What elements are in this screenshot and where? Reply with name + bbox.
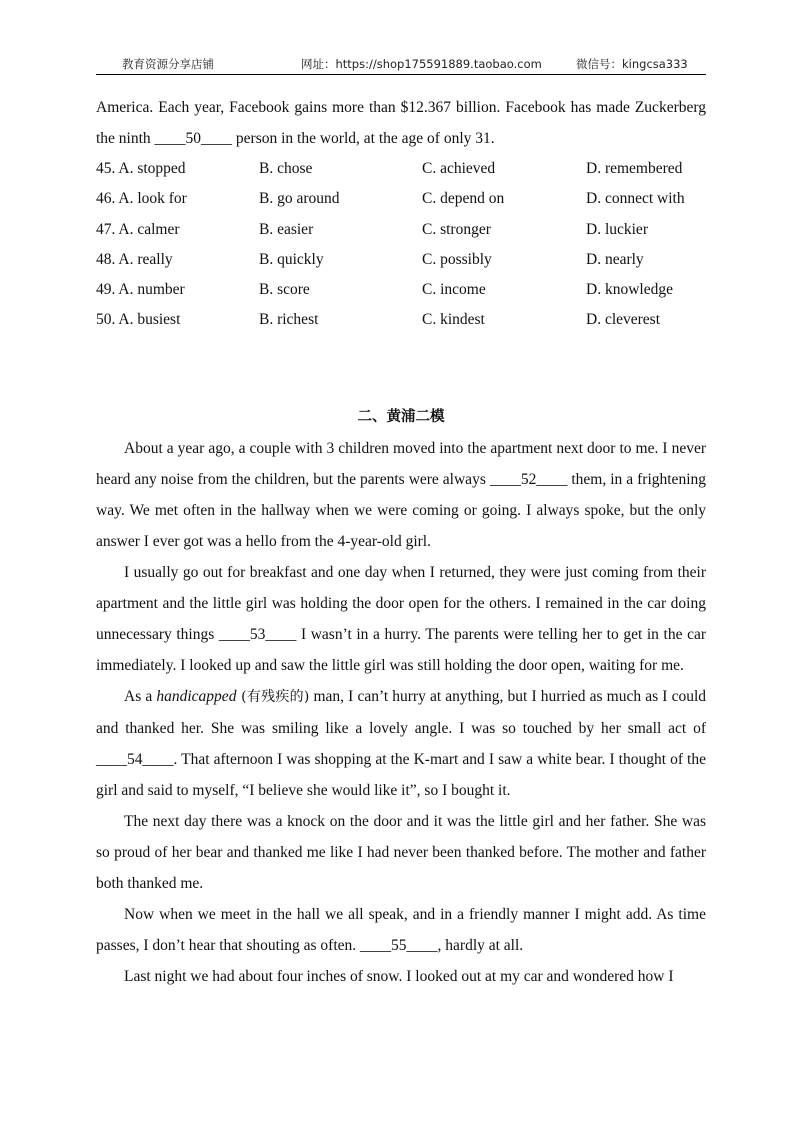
option-c: C. stronger xyxy=(422,220,491,238)
option-b: B. richest xyxy=(259,311,319,329)
option-d: D. nearly xyxy=(586,250,644,268)
option-a: 47. A. calmer xyxy=(96,220,180,238)
option-d: D. remembered xyxy=(586,160,683,177)
option-c: C. possibly xyxy=(422,250,492,268)
option-c: C. kindest xyxy=(422,311,485,329)
paragraph-4: The next day there was a knock on the door and it was the little girl and her father. She was so proud of her bear and thanked me like I had never been thanked before. The mother and father both thanked me. xyxy=(96,812,706,892)
document-body xyxy=(96,92,706,992)
option-a: 48. A. really xyxy=(96,250,173,268)
page-header xyxy=(96,56,706,75)
option-b: B. quickly xyxy=(259,250,324,268)
option-row xyxy=(96,305,706,335)
option-row xyxy=(96,275,706,305)
section-title: 二、黄浦二模 xyxy=(357,408,445,425)
option-b: B. easier xyxy=(259,220,314,238)
header-shop-name: 教育资源分享店铺 xyxy=(122,57,214,71)
option-c: C. achieved xyxy=(422,160,496,177)
chinese-gloss: (有残疾的) xyxy=(236,688,310,705)
paragraph-3-prefix: As a xyxy=(124,687,157,705)
option-a: 45. A. stopped xyxy=(96,160,186,177)
option-c: C. depend on xyxy=(422,190,505,208)
option-b: B. score xyxy=(259,281,310,299)
option-row xyxy=(96,184,706,214)
option-row xyxy=(96,154,706,184)
option-a: 46. A. look for xyxy=(96,190,187,208)
option-d: D. luckier xyxy=(586,220,648,238)
option-row xyxy=(96,215,706,245)
answer-options xyxy=(96,154,706,336)
intro-paragraph: America. Each year, Facebook gains more than $12.367 billion. Facebook has made Zuckerberg the ninth ____50____ person in the world, at the age of only 31. xyxy=(96,99,706,147)
option-row xyxy=(96,245,706,275)
option-b: B. chose xyxy=(259,160,313,177)
paragraph-3 xyxy=(96,681,706,806)
option-a: 50. A. busiest xyxy=(96,311,181,329)
paragraph-3-rest: man, I can’t hurry at anything, but I hurried as much as I could and thanked her. She was smiling like a lovely angle. I was so touched by her small act of ____54____. That afternoon I was shopping at the K-mart and I saw a white bear. I thought of the girl and said to myself, “I believe she would like it”, so I bought it. xyxy=(96,687,707,799)
option-c: C. income xyxy=(422,281,486,299)
header-url: 网址：https://shop175591889.taobao.com xyxy=(301,57,542,71)
paragraph-1: About a year ago, a couple with 3 children moved into the apartment next door to me. I never heard any noise from the children, but the parents were always ____52____ them, in a frightening way. We met often in the hallway when we were coming or going. I always spoke, but the only answer I ever got was a hello from the 4-year-old girl. xyxy=(96,439,706,550)
paragraph-5: Now when we meet in the hall we all speak, and in a friendly manner I might add. As time passes, I don’t hear that shouting as often. ____55____, hardly at all. xyxy=(96,905,706,954)
option-a: 49. A. number xyxy=(96,281,185,299)
option-d: D. connect with xyxy=(586,190,685,208)
option-d: D. knowledge xyxy=(586,281,673,299)
paragraph-6: Last night we had about four inches of snow. I looked out at my car and wondered how I xyxy=(124,967,674,985)
header-wechat: 微信号：kingcsa333 xyxy=(576,57,688,71)
option-b: B. go around xyxy=(259,190,340,208)
option-d: D. cleverest xyxy=(586,311,661,329)
italic-term: handicapped xyxy=(156,687,237,705)
paragraph-2: I usually go out for breakfast and one day when I returned, they were just coming from their apartment and the little girl was holding the door open for the others. I remained in the car doing unnecessary things ____53____ I wasn’t in a hurry. The parents were telling her to get in the car immediately. I looked up and saw the little girl was still holding the door open, waiting for me. xyxy=(96,563,706,674)
